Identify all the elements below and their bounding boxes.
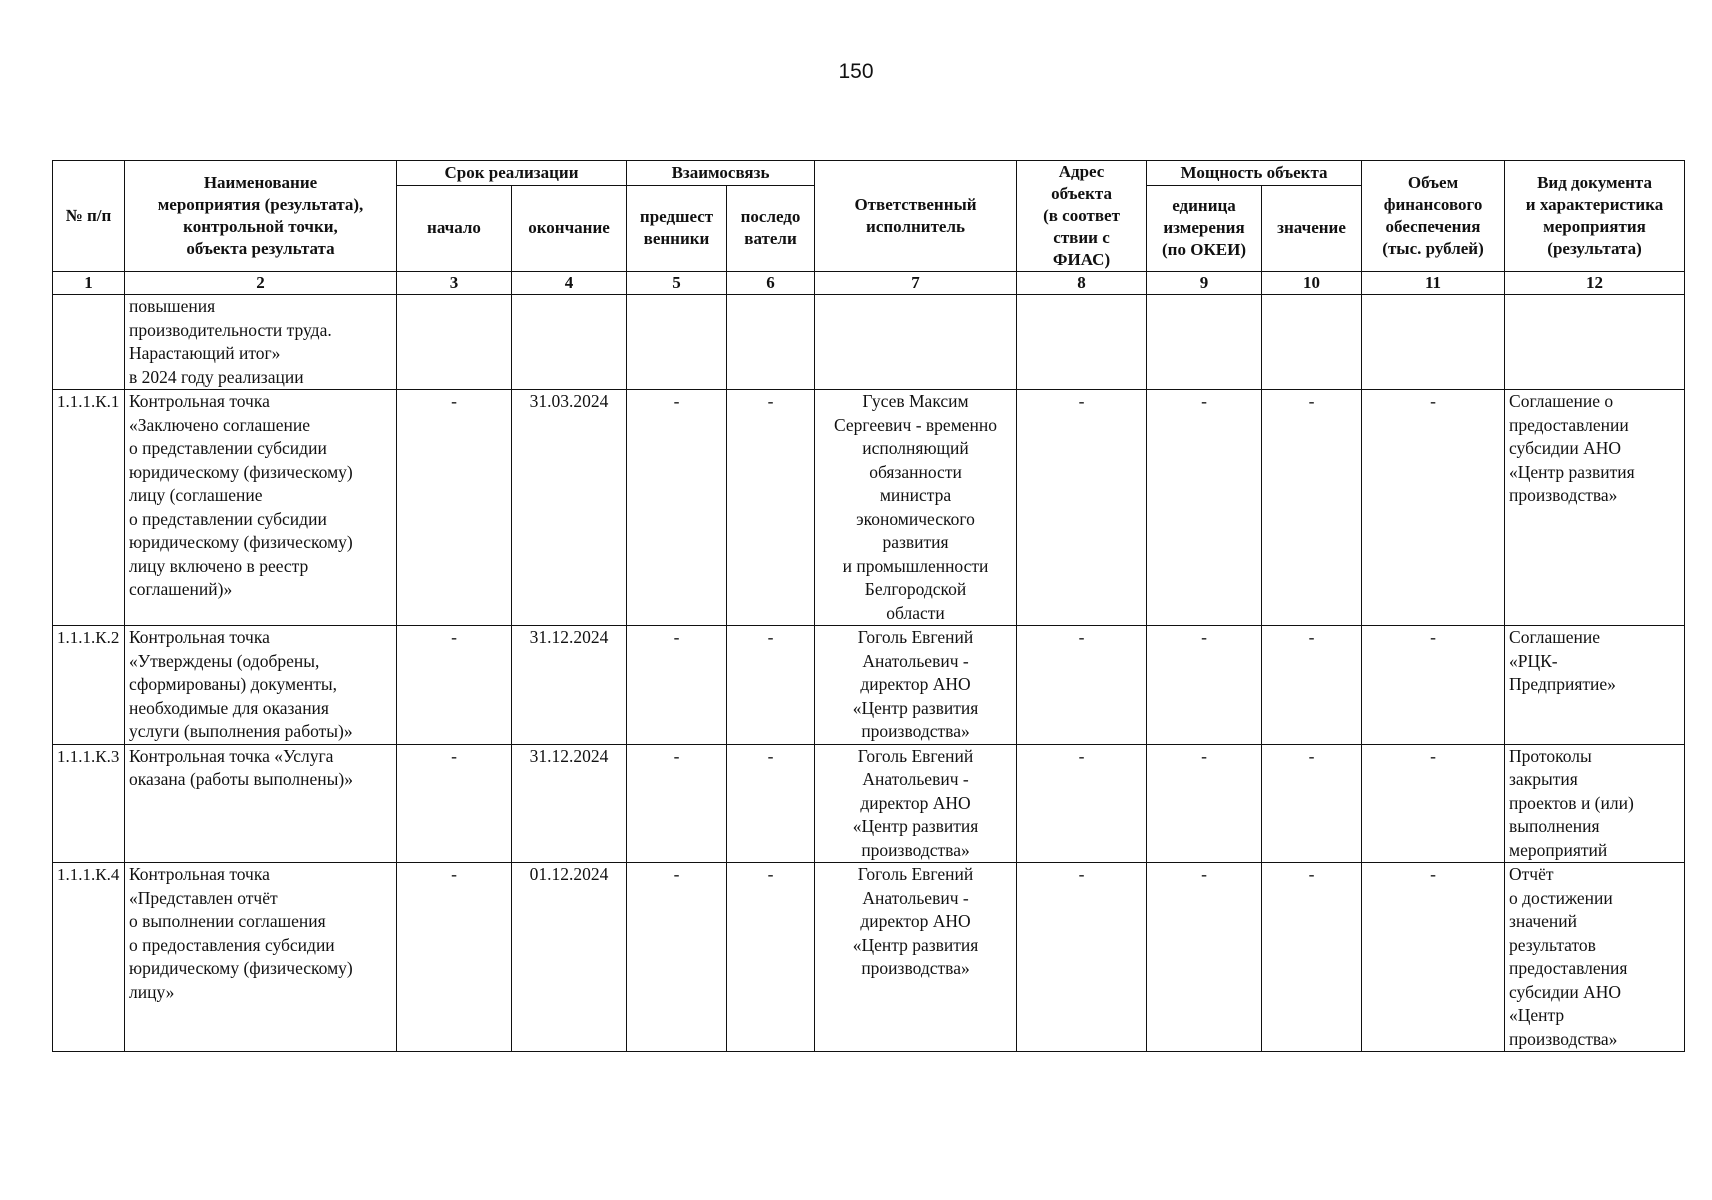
text-line: производства» <box>861 721 970 741</box>
text-line: юридическому (физическому) <box>129 958 353 978</box>
cell-predecessors: - <box>627 626 727 745</box>
cell-successors <box>727 295 815 390</box>
text-line: ствии с <box>1053 228 1110 247</box>
text-line: Гоголь Евгений <box>857 745 974 766</box>
text-line: о выполнении соглашения <box>129 911 326 931</box>
cell-start: - <box>397 390 512 626</box>
cell-value: - <box>1262 863 1362 1052</box>
text-line: «Центр развития <box>852 934 979 955</box>
text-line: производства» <box>1509 1028 1618 1049</box>
text-line: субсидии АНО <box>1509 438 1622 458</box>
text-line: и характеристика <box>1525 195 1664 214</box>
cell-document <box>1505 390 1685 626</box>
text-line: «Центр развития <box>852 816 979 836</box>
table-row <box>53 744 1685 863</box>
text-line: мероприятия (результата), <box>157 195 364 214</box>
text-line: лицу (соглашение <box>129 485 263 505</box>
text-line: Предприятие» <box>1509 674 1616 694</box>
text-line: о представлении субсидии <box>129 508 327 529</box>
cell-document <box>1505 863 1685 1052</box>
cell-unit: - <box>1147 744 1262 863</box>
text-line: «Центр развития <box>852 697 979 718</box>
cell-document <box>1505 626 1685 745</box>
cell-end: 31.12.2024 <box>512 744 627 863</box>
text-line: производства» <box>861 958 970 978</box>
text-line: исполнитель <box>866 217 965 236</box>
cell-end: 31.12.2024 <box>512 626 627 745</box>
text-line: повышения <box>129 296 216 316</box>
header-value: значение <box>1262 185 1362 271</box>
cell-number: 1.1.1.К.4 <box>53 863 125 1052</box>
cell-predecessors: - <box>627 744 727 863</box>
text-line: Контрольная точка «Услуга <box>129 745 334 766</box>
text-line: Гусев Максим <box>862 391 969 411</box>
cell-end <box>512 295 627 390</box>
text-line: производства» <box>861 839 970 860</box>
text-line: Анатольевич - <box>862 650 969 671</box>
cell-value: - <box>1262 626 1362 745</box>
cell-predecessors <box>627 295 727 390</box>
cell-unit: - <box>1147 863 1262 1052</box>
column-number: 12 <box>1505 272 1685 295</box>
text-line: юридическому (физическому) <box>129 461 353 482</box>
text-line: (в соответ <box>1043 206 1120 225</box>
cell-unit: - <box>1147 390 1262 626</box>
column-number: 5 <box>627 272 727 295</box>
text-line: Отчёт <box>1509 864 1554 884</box>
header-address <box>1017 161 1147 272</box>
text-line: лицу включено в реестр <box>129 555 309 576</box>
column-number: 4 <box>512 272 627 295</box>
text-line: результатов <box>1509 934 1596 955</box>
text-line: Нарастающий итог» <box>129 343 281 363</box>
text-line: мероприятий <box>1509 839 1608 860</box>
text-line: предшест <box>639 207 714 227</box>
text-line: директор АНО <box>860 792 971 813</box>
text-line: Гоголь Евгений <box>857 864 974 884</box>
column-number-row <box>53 272 1685 295</box>
cell-document <box>1505 295 1685 390</box>
text-line: лицу» <box>129 981 175 1002</box>
cell-responsible <box>815 744 1017 863</box>
continuation-row <box>53 295 1685 390</box>
text-line: Сергеевич - временно <box>834 414 998 435</box>
text-line: Наименование <box>203 173 318 192</box>
text-line: Объем <box>1407 173 1459 192</box>
text-line: исполняющий <box>862 438 969 458</box>
cell-document <box>1505 744 1685 863</box>
cell-value: - <box>1262 744 1362 863</box>
header-successors <box>727 185 815 271</box>
column-number: 3 <box>397 272 512 295</box>
cell-address: - <box>1017 626 1147 745</box>
header-number: № п/п <box>53 161 125 272</box>
text-line: объекта <box>1051 184 1112 203</box>
text-line: ФИАС) <box>1052 250 1111 269</box>
header-document <box>1505 161 1685 272</box>
cell-responsible <box>815 295 1017 390</box>
text-line: Гоголь Евгений <box>857 627 974 647</box>
cell-finance: - <box>1362 744 1505 863</box>
cell-end: 01.12.2024 <box>512 863 627 1052</box>
text-line: проектов и (или) <box>1509 792 1634 813</box>
text-line: директор АНО <box>860 911 971 931</box>
header-unit <box>1147 185 1262 271</box>
cell-number: 1.1.1.К.3 <box>53 744 125 863</box>
table-header <box>53 161 1685 295</box>
text-line: Анатольевич - <box>862 887 969 908</box>
text-line: значений <box>1509 911 1578 931</box>
text-line: финансового <box>1383 195 1483 214</box>
cell-name <box>125 295 397 390</box>
text-line: о представлении субсидии <box>129 438 327 458</box>
cell-value <box>1262 295 1362 390</box>
text-line: области <box>886 602 945 623</box>
text-line: и промышленности <box>842 555 989 576</box>
text-line: субсидии АНО <box>1509 981 1622 1002</box>
text-line: измерения <box>1163 218 1245 238</box>
cell-predecessors: - <box>627 863 727 1052</box>
column-number: 11 <box>1362 272 1505 295</box>
header-name <box>125 161 397 272</box>
text-line: в 2024 году реализации <box>129 366 304 387</box>
cell-responsible <box>815 626 1017 745</box>
text-line: о достижении <box>1509 887 1613 908</box>
cell-number <box>53 295 125 390</box>
text-line: Ответственный <box>854 195 977 214</box>
text-line: директор АНО <box>860 674 971 694</box>
column-number: 10 <box>1262 272 1362 295</box>
header-link-group: Взаимосвязь <box>627 161 815 186</box>
text-line: производительности труда. <box>129 319 332 340</box>
text-line: «Представлен отчёт <box>129 887 278 908</box>
cell-start <box>397 295 512 390</box>
cell-number: 1.1.1.К.1 <box>53 390 125 626</box>
cell-successors: - <box>727 626 815 745</box>
cell-name <box>125 390 397 626</box>
cell-name <box>125 744 397 863</box>
cell-address <box>1017 295 1147 390</box>
text-line: соглашений)» <box>129 579 233 599</box>
text-line: закрытия <box>1509 769 1578 789</box>
text-line: Контрольная точка <box>129 627 270 647</box>
text-line: объекта результата <box>186 239 335 258</box>
cell-responsible <box>815 390 1017 626</box>
text-line: обеспечения <box>1385 217 1481 236</box>
text-line: Контрольная точка <box>129 391 270 411</box>
cell-start: - <box>397 863 512 1052</box>
cell-successors: - <box>727 863 815 1052</box>
cell-responsible <box>815 863 1017 1052</box>
text-line: оказана (работы выполнены)» <box>129 769 353 789</box>
cell-address: - <box>1017 744 1147 863</box>
cell-name <box>125 863 397 1052</box>
cell-value: - <box>1262 390 1362 626</box>
text-line: Соглашение <box>1509 627 1600 647</box>
header-term-group: Срок реализации <box>397 161 627 186</box>
text-line: обязанности <box>869 461 962 482</box>
cell-finance: - <box>1362 390 1505 626</box>
cell-address: - <box>1017 390 1147 626</box>
text-line: Протоколы <box>1509 745 1592 766</box>
text-line: Вид документа <box>1537 173 1652 192</box>
column-number: 1 <box>53 272 125 295</box>
text-line: производства» <box>1509 485 1618 505</box>
cell-start: - <box>397 744 512 863</box>
plan-table <box>52 160 1685 1052</box>
cell-unit: - <box>1147 626 1262 745</box>
cell-successors: - <box>727 390 815 626</box>
cell-name <box>125 626 397 745</box>
text-line: единица <box>1172 196 1236 216</box>
text-line: Анатольевич - <box>862 769 969 789</box>
text-line: мероприятия <box>1543 217 1646 236</box>
cell-finance: - <box>1362 626 1505 745</box>
text-line: (по ОКЕИ) <box>1162 240 1246 260</box>
text-line: развития <box>882 532 949 552</box>
text-line: сформированы) документы, <box>129 674 338 694</box>
table-row <box>53 863 1685 1052</box>
cell-finance: - <box>1362 863 1505 1052</box>
text-line: последо <box>740 207 801 227</box>
text-line: услуги (выполнения работы)» <box>129 721 353 741</box>
header-finance <box>1362 161 1505 272</box>
text-line: контрольной точки, <box>183 217 338 236</box>
text-line: «Заключено соглашение <box>129 414 311 435</box>
text-line: юридическому (физическому) <box>129 532 353 552</box>
header-capacity-group: Мощность объекта <box>1147 161 1362 186</box>
header-start: начало <box>397 185 512 271</box>
text-line: венники <box>643 229 710 249</box>
cell-predecessors: - <box>627 390 727 626</box>
cell-start: - <box>397 626 512 745</box>
text-line: предоставлении <box>1509 414 1629 435</box>
cell-address: - <box>1017 863 1147 1052</box>
text-line: предоставления <box>1509 958 1628 978</box>
text-line: Белгородской <box>864 579 967 599</box>
column-number: 6 <box>727 272 815 295</box>
text-line: «РЦК- <box>1509 650 1558 671</box>
page-number: 150 <box>838 60 874 83</box>
text-line: экономического <box>856 508 975 529</box>
text-line: о предоставления субсидии <box>129 934 335 955</box>
header-end: окончание <box>512 185 627 271</box>
table-body <box>53 295 1685 1052</box>
column-number: 9 <box>1147 272 1262 295</box>
column-number: 7 <box>815 272 1017 295</box>
text-line: ватели <box>744 229 797 249</box>
cell-finance <box>1362 295 1505 390</box>
text-line: «Центр <box>1509 1005 1565 1025</box>
text-line: (тыс. рублей) <box>1382 239 1484 258</box>
text-line: Контрольная точка <box>129 864 270 884</box>
table-row <box>53 626 1685 745</box>
text-line: Адрес <box>1058 162 1105 181</box>
table-row <box>53 390 1685 626</box>
text-line: «Центр развития <box>1509 461 1635 482</box>
text-line: Соглашение о <box>1509 391 1614 411</box>
text-line: выполнения <box>1509 816 1600 836</box>
cell-successors: - <box>727 744 815 863</box>
cell-number: 1.1.1.К.2 <box>53 626 125 745</box>
cell-unit <box>1147 295 1262 390</box>
column-number: 2 <box>125 272 397 295</box>
text-line: (результата) <box>1547 239 1642 258</box>
header-responsible <box>815 161 1017 272</box>
cell-end: 31.03.2024 <box>512 390 627 626</box>
header-predecessors <box>627 185 727 271</box>
text-line: необходимые для оказания <box>129 697 329 718</box>
text-line: министра <box>879 485 952 505</box>
text-line: «Утверждены (одобрены, <box>129 650 320 671</box>
column-number: 8 <box>1017 272 1147 295</box>
